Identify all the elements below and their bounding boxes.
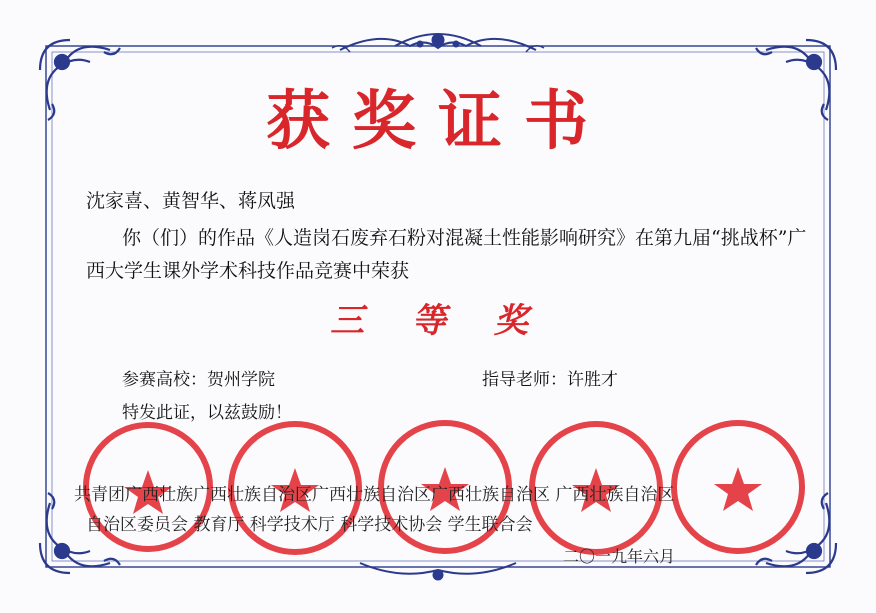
recipient-names: 沈家喜、黄智华、蒋凤强 — [86, 190, 296, 212]
school-name: 贺州学院 — [207, 370, 275, 390]
issuing-organizations-line2: 自治区委员会 教育厅 科学技术厅 科学技术协会 学生联合会 — [86, 515, 533, 535]
closing-text: 特发此证，以兹鼓励！ — [122, 403, 292, 423]
body-text: 你（们）的作品《人造岗石废弃石粉对混凝土性能影响研究》在第九届“挑战杯”广西大学生课外学术科技作品竞赛中荣获 — [86, 227, 807, 282]
advisor-label: 指导老师： — [482, 370, 567, 390]
school-label: 参赛高校： — [122, 370, 207, 390]
award-level: 三 等 奖 — [330, 301, 546, 341]
issue-date: 二〇一九年六月 — [563, 547, 676, 566]
certificate-title: 获奖证书 — [266, 84, 610, 159]
advisor-name: 许胜才 — [567, 370, 618, 390]
issuing-organizations-line1: 共青团广西壮族广西壮族自治区广西壮族自治区广西壮族自治区 广西壮族自治区 — [74, 485, 675, 505]
